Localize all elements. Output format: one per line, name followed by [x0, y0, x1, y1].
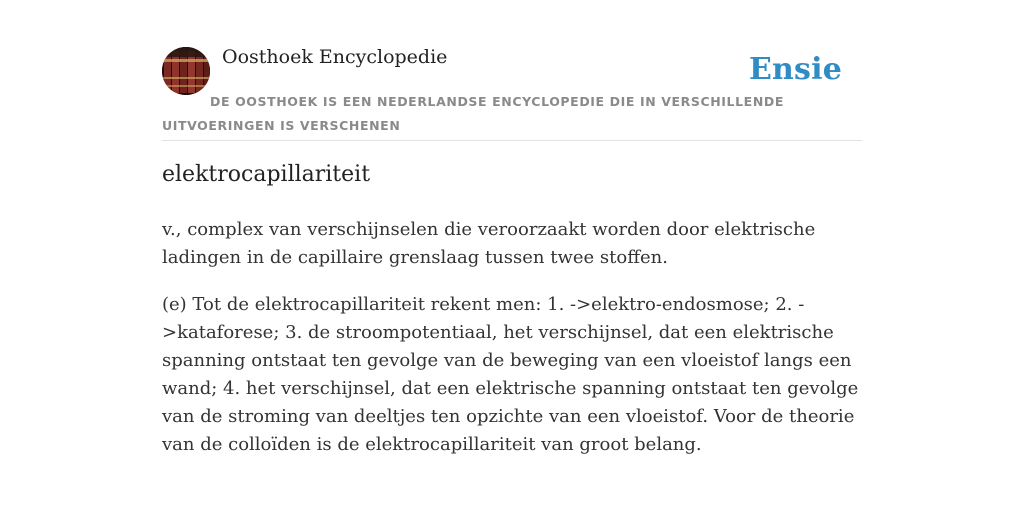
site-tagline: DE OOSTHOEK IS EEN NEDERLANDSE ENCYCLOPEDIE DIE IN VERSCHILLENDE UITVOERINGEN IS VERSCHENEN	[162, 94, 784, 133]
article-paragraph: (e) Tot de elektrocapillariteit rekent men: 1. ->elektro-endosmose; 2. ->kataforese; 3. de stroompotentiaal, het verschijnsel, dat een elektrische spanning ontstaat ten gevolge van de beweging van een vloeistof langs een wand; 4. het verschijnsel, dat een elektrische spanning ontstaat ten gevolge van de stroming van deeltjes ten opzichte van een vloeistof. Voor de theorie van de colloïden is de elektrocapillariteit van groot belang.	[162, 294, 859, 455]
brand-logo[interactable]: Ensie	[748, 52, 842, 87]
book-spines-icon	[162, 47, 210, 95]
site-header	[162, 0, 862, 141]
article-title: elektrocapillariteit	[162, 162, 371, 187]
article-paragraph: v., complex van verschijnselen die veroorzaakt worden door elektrische ladingen in de capillaire grenslaag tussen twee stoffen.	[162, 219, 816, 268]
site-name[interactable]: Oosthoek Encyclopedie	[222, 46, 448, 68]
page	[162, 0, 862, 512]
avatar[interactable]	[162, 47, 210, 95]
